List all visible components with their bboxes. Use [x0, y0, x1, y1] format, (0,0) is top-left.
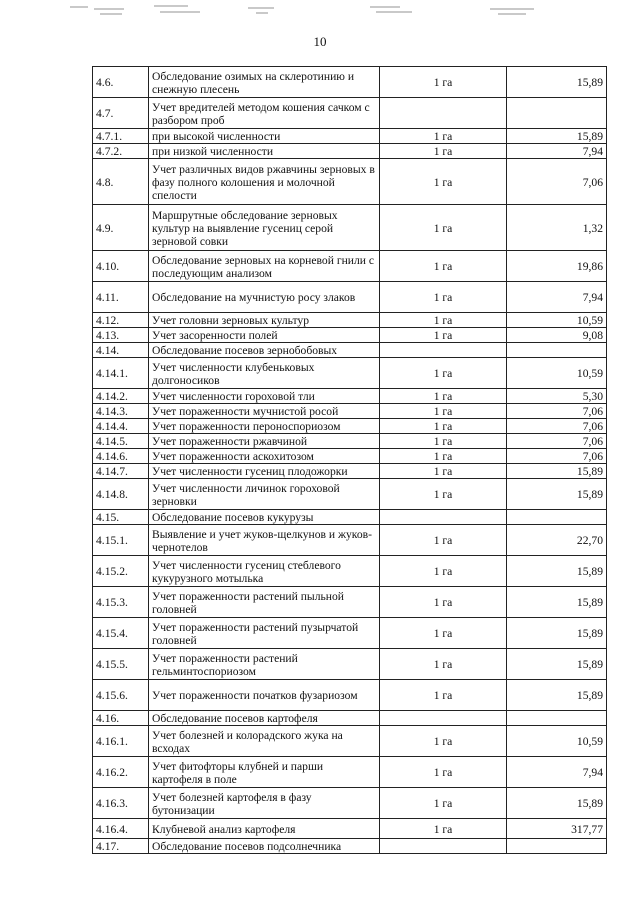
table-row: [93, 711, 607, 726]
item-number: 4.13.: [93, 328, 149, 343]
table-row: [93, 788, 607, 819]
item-price: 7,94: [507, 282, 607, 313]
item-price: 22,70: [507, 525, 607, 556]
pricing-table: [92, 66, 607, 854]
item-price: 19,86: [507, 251, 607, 282]
table-row: [93, 98, 607, 129]
item-price: 15,89: [507, 556, 607, 587]
item-unit: 1 га: [380, 282, 507, 313]
item-name: Маршрутные обследование зерновых культур на выявление гусениц серой зерновой совки: [149, 205, 380, 251]
item-unit: [380, 343, 507, 358]
item-unit: 1 га: [380, 251, 507, 282]
table-row: [93, 434, 607, 449]
item-unit: 1 га: [380, 434, 507, 449]
table-row: [93, 726, 607, 757]
item-unit: 1 га: [380, 726, 507, 757]
item-number: 4.16.3.: [93, 788, 149, 819]
table-row: [93, 251, 607, 282]
item-number: 4.10.: [93, 251, 149, 282]
item-name: Учет фитофторы клубней и парши картофеля в поле: [149, 757, 380, 788]
item-unit: [380, 98, 507, 129]
item-unit: 1 га: [380, 419, 507, 434]
item-price: 15,89: [507, 129, 607, 144]
item-unit: 1 га: [380, 587, 507, 618]
item-unit: [380, 711, 507, 726]
page-number: 10: [313, 34, 327, 49]
item-number: 4.7.1.: [93, 129, 149, 144]
item-number: 4.7.: [93, 98, 149, 129]
item-name: Учет болезней и колорадского жука на всходах: [149, 726, 380, 757]
item-price: 15,89: [507, 649, 607, 680]
item-unit: 1 га: [380, 404, 507, 419]
table-row: [93, 618, 607, 649]
item-name: Учет численности личинок гороховой зерновки: [149, 479, 380, 510]
item-unit: 1 га: [380, 479, 507, 510]
item-number: 4.9.: [93, 205, 149, 251]
item-unit: 1 га: [380, 129, 507, 144]
item-name: Учет численности гусениц стеблевого кукурузного мотылька: [149, 556, 380, 587]
item-name: Учет пораженности растений гельминтоспориозом: [149, 649, 380, 680]
item-price: 7,94: [507, 757, 607, 788]
item-number: 4.16.1.: [93, 726, 149, 757]
item-number: 4.15.5.: [93, 649, 149, 680]
item-number: 4.11.: [93, 282, 149, 313]
item-name: Обследование зерновых на корневой гнили с последующим анализом: [149, 251, 380, 282]
item-price: 15,89: [507, 618, 607, 649]
item-price: 1,32: [507, 205, 607, 251]
item-name: Учет болезней картофеля в фазу бутонизации: [149, 788, 380, 819]
item-name: при низкой численности: [149, 144, 380, 159]
item-price: 15,89: [507, 67, 607, 98]
item-name: при высокой численности: [149, 129, 380, 144]
item-unit: 1 га: [380, 618, 507, 649]
table-row: [93, 144, 607, 159]
table-body: [93, 67, 607, 854]
table-row: [93, 556, 607, 587]
item-number: 4.15.3.: [93, 587, 149, 618]
item-price: 15,89: [507, 479, 607, 510]
table-row: [93, 389, 607, 404]
item-name: Учет пораженности растений пузырчатой головней: [149, 618, 380, 649]
item-price: 7,06: [507, 434, 607, 449]
item-unit: 1 га: [380, 649, 507, 680]
item-unit: 1 га: [380, 788, 507, 819]
table-row: [93, 129, 607, 144]
item-name: Обследование посевов зернобобовых: [149, 343, 380, 358]
item-price: 9,08: [507, 328, 607, 343]
item-name: Клубневой анализ картофеля: [149, 819, 380, 839]
table-row: [93, 67, 607, 98]
item-number: 4.14.: [93, 343, 149, 358]
item-number: 4.14.2.: [93, 389, 149, 404]
item-name: Учет пораженности растений пыльной головней: [149, 587, 380, 618]
item-price: 15,89: [507, 788, 607, 819]
table-row: [93, 680, 607, 711]
item-number: 4.16.2.: [93, 757, 149, 788]
item-price: 10,59: [507, 358, 607, 389]
item-name: Учет засоренности полей: [149, 328, 380, 343]
item-name: Обследование озимых на склеротинию и снежную плесень: [149, 67, 380, 98]
table-row: [93, 328, 607, 343]
item-number: 4.15.4.: [93, 618, 149, 649]
item-price: 15,89: [507, 680, 607, 711]
item-unit: 1 га: [380, 144, 507, 159]
item-price: 7,06: [507, 159, 607, 205]
item-unit: 1 га: [380, 67, 507, 98]
table-row: [93, 839, 607, 854]
item-price: [507, 343, 607, 358]
item-price: 317,77: [507, 819, 607, 839]
item-unit: 1 га: [380, 313, 507, 328]
item-number: 4.14.5.: [93, 434, 149, 449]
item-number: 4.15.: [93, 510, 149, 525]
item-unit: 1 га: [380, 819, 507, 839]
item-name: Обследование посевов картофеля: [149, 711, 380, 726]
item-unit: 1 га: [380, 205, 507, 251]
table-row: [93, 819, 607, 839]
table-row: [93, 525, 607, 556]
item-number: 4.15.1.: [93, 525, 149, 556]
item-number: 4.14.3.: [93, 404, 149, 419]
item-number: 4.6.: [93, 67, 149, 98]
table-row: [93, 449, 607, 464]
item-name: Учет вредителей методом кошения сачком с разбором проб: [149, 98, 380, 129]
table-row: [93, 343, 607, 358]
item-price: [507, 510, 607, 525]
table-row: [93, 282, 607, 313]
item-price: 15,89: [507, 587, 607, 618]
item-number: 4.16.: [93, 711, 149, 726]
item-name: Учет пораженности ржавчиной: [149, 434, 380, 449]
item-unit: 1 га: [380, 389, 507, 404]
item-name: Учет различных видов ржавчины зерновых в фазу полного колошения и молочной спелости: [149, 159, 380, 205]
item-price: [507, 711, 607, 726]
item-price: 7,06: [507, 419, 607, 434]
item-name: Обследование посевов кукурузы: [149, 510, 380, 525]
item-name: Учет пораженности початков фузариозом: [149, 680, 380, 711]
item-number: 4.14.8.: [93, 479, 149, 510]
item-unit: 1 га: [380, 757, 507, 788]
table-row: [93, 205, 607, 251]
item-number: 4.14.1.: [93, 358, 149, 389]
item-price: 15,89: [507, 464, 607, 479]
item-name: Обследование посевов подсолнечника: [149, 839, 380, 854]
item-name: Учет численности клубеньковых долгоносиков: [149, 358, 380, 389]
item-unit: 1 га: [380, 464, 507, 479]
scan-artifact-marks: [70, 2, 570, 20]
table-row: [93, 419, 607, 434]
item-number: 4.14.7.: [93, 464, 149, 479]
item-unit: 1 га: [380, 680, 507, 711]
item-unit: [380, 839, 507, 854]
item-number: 4.14.6.: [93, 449, 149, 464]
item-price: [507, 98, 607, 129]
item-number: 4.7.2.: [93, 144, 149, 159]
item-number: 4.14.4.: [93, 419, 149, 434]
item-number: 4.15.2.: [93, 556, 149, 587]
item-price: 10,59: [507, 313, 607, 328]
item-unit: 1 га: [380, 159, 507, 205]
item-name: Учет численности гороховой тли: [149, 389, 380, 404]
item-unit: [380, 510, 507, 525]
table-row: [93, 587, 607, 618]
item-price: 7,06: [507, 449, 607, 464]
table-row: [93, 649, 607, 680]
item-price: 7,94: [507, 144, 607, 159]
table-row: [93, 479, 607, 510]
item-unit: 1 га: [380, 525, 507, 556]
item-name: Учет пораженности пероноспориозом: [149, 419, 380, 434]
item-number: 4.8.: [93, 159, 149, 205]
item-name: Учет численности гусениц плодожорки: [149, 464, 380, 479]
table-row: [93, 757, 607, 788]
item-unit: 1 га: [380, 328, 507, 343]
item-name: Обследование на мучнистую росу злаков: [149, 282, 380, 313]
item-unit: 1 га: [380, 449, 507, 464]
item-number: 4.17.: [93, 839, 149, 854]
table-row: [93, 464, 607, 479]
table-row: [93, 510, 607, 525]
item-name: Учет пораженности аскохитозом: [149, 449, 380, 464]
item-name: Учет пораженности мучнистой росой: [149, 404, 380, 419]
item-price: [507, 839, 607, 854]
item-price: 5,30: [507, 389, 607, 404]
item-price: 10,59: [507, 726, 607, 757]
table-row: [93, 159, 607, 205]
item-name: Выявление и учет жуков-щелкунов и жуков-чернотелов: [149, 525, 380, 556]
table-row: [93, 313, 607, 328]
table-row: [93, 404, 607, 419]
item-price: 7,06: [507, 404, 607, 419]
item-number: 4.16.4.: [93, 819, 149, 839]
item-number: 4.12.: [93, 313, 149, 328]
item-unit: 1 га: [380, 556, 507, 587]
item-name: Учет головни зерновых культур: [149, 313, 380, 328]
item-unit: 1 га: [380, 358, 507, 389]
table-row: [93, 358, 607, 389]
item-number: 4.15.6.: [93, 680, 149, 711]
